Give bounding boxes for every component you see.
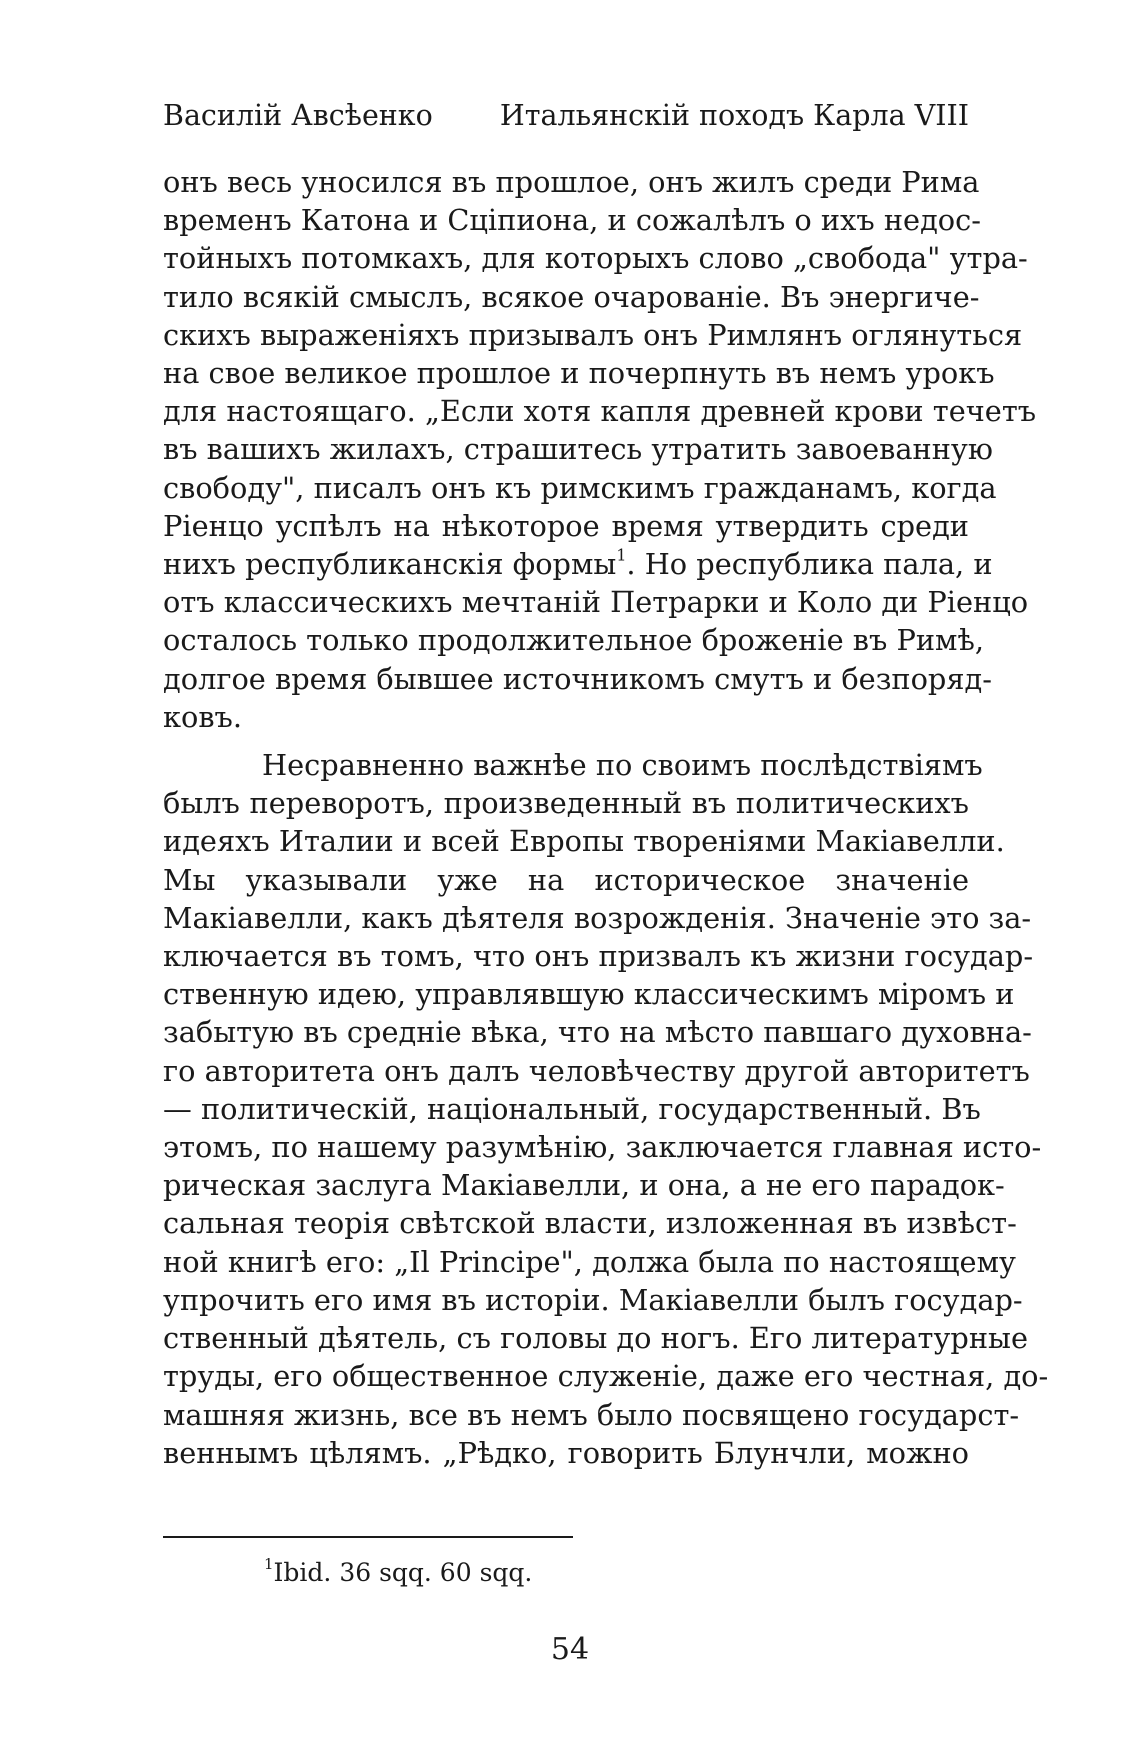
text-segment: . Но республика пала, и <box>626 547 993 582</box>
text-line: онъ весь уносился въ прошлое, онъ жилъ среди Рима <box>163 165 980 199</box>
text-line: упрочить его имя въ исторіи. Макіавелли былъ государ- <box>163 1282 1023 1317</box>
text-line: для настоящаго. „Если хотя капля древней крови течетъ <box>163 394 1037 429</box>
text-line: на свое великое прошлое и почерпнуть въ немъ урокъ <box>163 356 995 391</box>
footnote-divider <box>163 1536 573 1538</box>
body-text <box>163 163 1049 1472</box>
text-line: Ріенцо успѣлъ на нѣкоторое время утвердить среди <box>163 508 969 543</box>
text-line: временъ Катона и Сціпиона, и сожалѣлъ о ихъ недос- <box>163 203 981 238</box>
header-title: Итальянскій походъ Карла VIII <box>499 99 969 132</box>
header-author: Василій Авсѣенко <box>163 99 433 132</box>
text-line: отъ классическихъ мечтаній Петрарки и Коло ди Ріенцо <box>163 585 1029 620</box>
text-line: этомъ, по нашему разумѣнію, заключается главная исто- <box>163 1130 1042 1165</box>
text-line: сальная теорія свѣтской власти, изложенная въ извѣст- <box>163 1206 1017 1241</box>
text-line-with-note <box>163 545 993 583</box>
text-line: долгое время бывшее источникомъ смутъ и безпоряд- <box>163 661 992 696</box>
running-header <box>163 98 969 134</box>
footnote-text: Ibid. 36 sqq. 60 sqq. <box>273 1558 533 1587</box>
text-line: осталось только продолжительное броженіе въ Римѣ, <box>163 623 984 658</box>
footnote-reference: 1 <box>616 545 627 565</box>
text-line: — политическій, національный, государственный. Въ <box>163 1091 981 1126</box>
text-line: скихъ выраженіяхъ призывалъ онъ Римлянъ оглянуться <box>163 317 1023 352</box>
text-line: забытую въ средніе вѣка, что на мѣсто павшаго духовна- <box>163 1015 1032 1050</box>
text-line: рическая заслуга Макіавелли, и она, а не его парадок- <box>163 1168 1005 1203</box>
text-line: труды, его общественное служеніе, даже его честная, до- <box>163 1359 1049 1394</box>
footnote-mark: 1 <box>264 1555 274 1573</box>
text-line: ковъ. <box>163 699 243 734</box>
paragraph-1 <box>163 163 1037 736</box>
text-line: ной книгѣ его: „Il Principe", должа была по настоящему <box>163 1244 1016 1279</box>
text-line: веннымъ цѣлямъ. „Рѣдко, говорить Блунчли, можно <box>163 1435 969 1470</box>
text-line: го авторитета онъ далъ человѣчеству другой авторитетъ <box>163 1053 1030 1088</box>
text-segment: нихъ республиканскія формы <box>163 547 617 582</box>
text-line: въ вашихъ жилахъ, страшитесь утратить завоеванную <box>163 432 993 467</box>
paragraph-2 <box>163 746 1049 1472</box>
text-line: ственный дѣятель, съ головы до ногъ. Его литературные <box>163 1321 1029 1356</box>
text-line: машняя жизнь, все въ немъ было посвящено государст- <box>163 1397 1020 1432</box>
page-number: 54 <box>550 1632 590 1667</box>
text-line: идеяхъ Италии и всей Европы твореніями Макіавелли. <box>163 824 1005 859</box>
text-line: ключается въ томъ, что онъ призвалъ къ жизни государ- <box>163 939 1034 974</box>
text-line: Мы указывали уже на историческое значеніе <box>163 862 969 897</box>
text-line: Макіавелли, какъ дѣятеля возрожденія. Значеніе это за- <box>163 900 1032 935</box>
text-line: Несравненно важнѣе по своимъ послѣдствіямъ <box>262 748 983 783</box>
text-line: былъ переворотъ, произведенный въ политическихъ <box>163 786 969 821</box>
text-line: тило всякій смыслъ, всякое очарованіе. Въ энергиче- <box>163 279 980 314</box>
text-line: тойныхъ потомкахъ, для которыхъ слово „свобода" утра- <box>163 241 1028 276</box>
text-line: ственную идею, управлявшую классическимъ міромъ и <box>163 977 1015 1012</box>
text-line: свободу", писалъ онъ къ римскимъ гражданамъ, когда <box>163 470 997 505</box>
footnote <box>264 1557 532 1589</box>
